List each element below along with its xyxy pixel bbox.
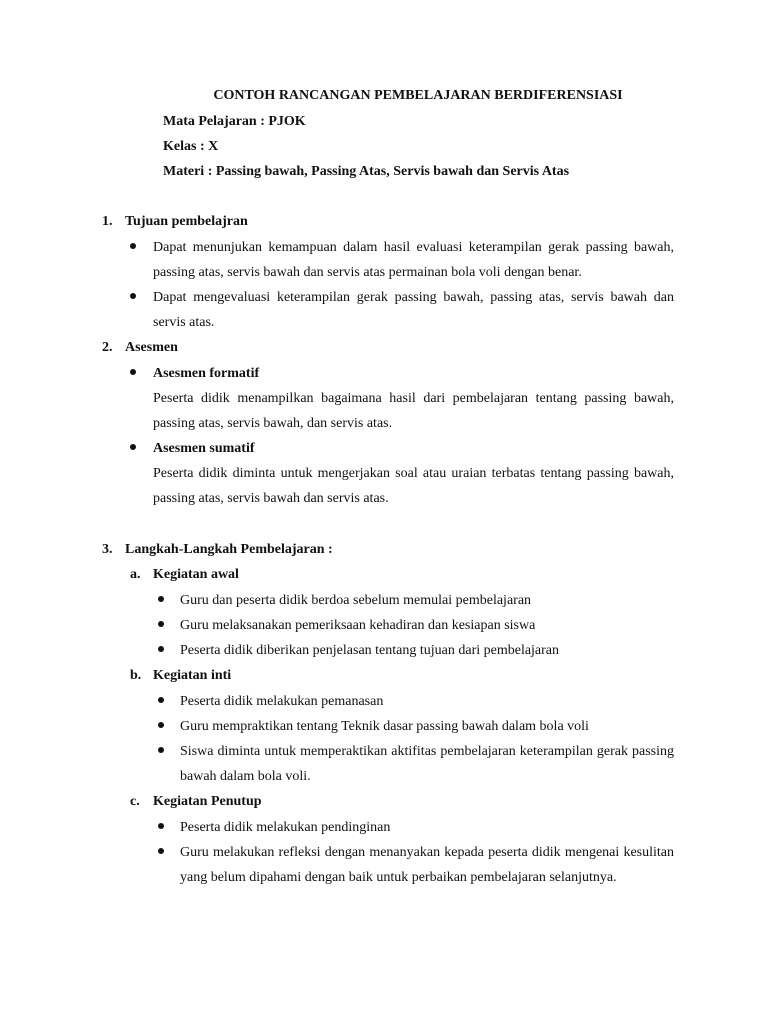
- subject-line: Mata Pelajaran : PJOK: [163, 114, 306, 129]
- list-item-text: Peserta didik diberikan penjelasan tentang tujuan dari pembelajaran: [180, 643, 560, 658]
- list-item: [180, 689, 674, 714]
- bullet-icon: [158, 823, 164, 829]
- list-item: [180, 840, 674, 890]
- bullet-icon: [130, 444, 136, 450]
- section-title: Langkah-Langkah Pembelajaran :: [125, 542, 333, 557]
- list-item: [180, 815, 674, 840]
- bullet-icon: [130, 369, 136, 375]
- bullet-icon: [158, 646, 164, 652]
- list-item: [180, 739, 674, 789]
- class-line: Kelas : X: [163, 139, 219, 154]
- list-item: [180, 638, 674, 663]
- assessment-text: Peserta didik menampilkan bagaimana hasil dari pembelajaran tentang passing bawah, passing atas, servis bawah, dan servis atas.: [153, 391, 674, 432]
- assessment-text: Peserta didik diminta untuk mengerjakan soal atau uraian terbatas tentang passing bawah, passing atas, servis bawah dan servis atas.: [153, 466, 674, 507]
- list-item: [180, 714, 674, 739]
- subsection-a-heading: [130, 565, 239, 585]
- subsection-b-heading: [130, 666, 231, 686]
- subsection-title: Kegiatan awal: [153, 567, 239, 582]
- subsection-letter: c.: [130, 794, 140, 809]
- subsection-title: Kegiatan Penutup: [153, 794, 262, 809]
- list-item-text: Peserta didik melakukan pendinginan: [180, 820, 391, 835]
- list-item: [153, 235, 674, 285]
- section-title: Tujuan pembelajran: [125, 214, 248, 229]
- section-title: Asesmen: [125, 340, 178, 355]
- list-item: [153, 285, 674, 335]
- subsection-c-heading: [130, 792, 262, 812]
- assessment-title: Asesmen formatif: [153, 366, 260, 381]
- bullet-icon: [158, 621, 164, 627]
- list-item: [153, 361, 674, 386]
- section-1-heading: [102, 212, 248, 232]
- list-item: [153, 436, 674, 461]
- material-line: Materi : Passing bawah, Passing Atas, Servis bawah dan Servis Atas: [163, 164, 570, 179]
- section-number: 2.: [102, 340, 113, 355]
- list-item-text: Siswa diminta untuk memperaktikan aktifitas pembelajaran keterampilan gerak passing bawah dalam bola voli.: [180, 744, 674, 785]
- section-3-heading: [102, 540, 333, 560]
- section-2-heading: [102, 338, 178, 358]
- bullet-icon: [158, 596, 164, 602]
- bullet-icon: [158, 697, 164, 703]
- list-item-text: Guru dan peserta didik berdoa sebelum memulai pembelajaran: [180, 593, 532, 608]
- list-item-text: Guru melaksanakan pemeriksaan kehadiran dan kesiapan siswa: [180, 618, 536, 633]
- bullet-icon: [158, 848, 164, 854]
- list-item-text: Dapat menunjukan kemampuan dalam hasil evaluasi keterampilan gerak passing bawah, passing atas, servis bawah dan servis atas permainan bola voli dengan benar.: [153, 240, 674, 281]
- list-item-text: Guru melakukan refleksi dengan menanyakan kepada peserta didik mengenai kesulitan yang belum dipahami dengan baik untuk perbaikan pembelajaran selanjutnya.: [180, 845, 674, 886]
- list-item: [180, 613, 674, 638]
- list-item-text: Peserta didik melakukan pemanasan: [180, 694, 384, 709]
- section-number: 3.: [102, 542, 113, 557]
- section-number: 1.: [102, 214, 113, 229]
- list-item: [180, 588, 674, 613]
- subsection-letter: a.: [130, 567, 141, 582]
- subsection-title: Kegiatan inti: [153, 668, 232, 683]
- bullet-icon: [158, 722, 164, 728]
- list-item-text: Guru mempraktikan tentang Teknik dasar passing bawah dalam bola voli: [180, 719, 589, 734]
- document-title: CONTOH RANCANGAN PEMBELAJARAN BERDIFERENSIASI: [213, 88, 623, 103]
- bullet-icon: [130, 243, 136, 249]
- bullet-icon: [158, 747, 164, 753]
- bullet-icon: [130, 293, 136, 299]
- subsection-letter: b.: [130, 668, 142, 683]
- list-item-text: Dapat mengevaluasi keterampilan gerak passing bawah, passing atas, servis bawah dan servis atas.: [153, 290, 674, 331]
- assessment-title: Asesmen sumatif: [153, 441, 255, 456]
